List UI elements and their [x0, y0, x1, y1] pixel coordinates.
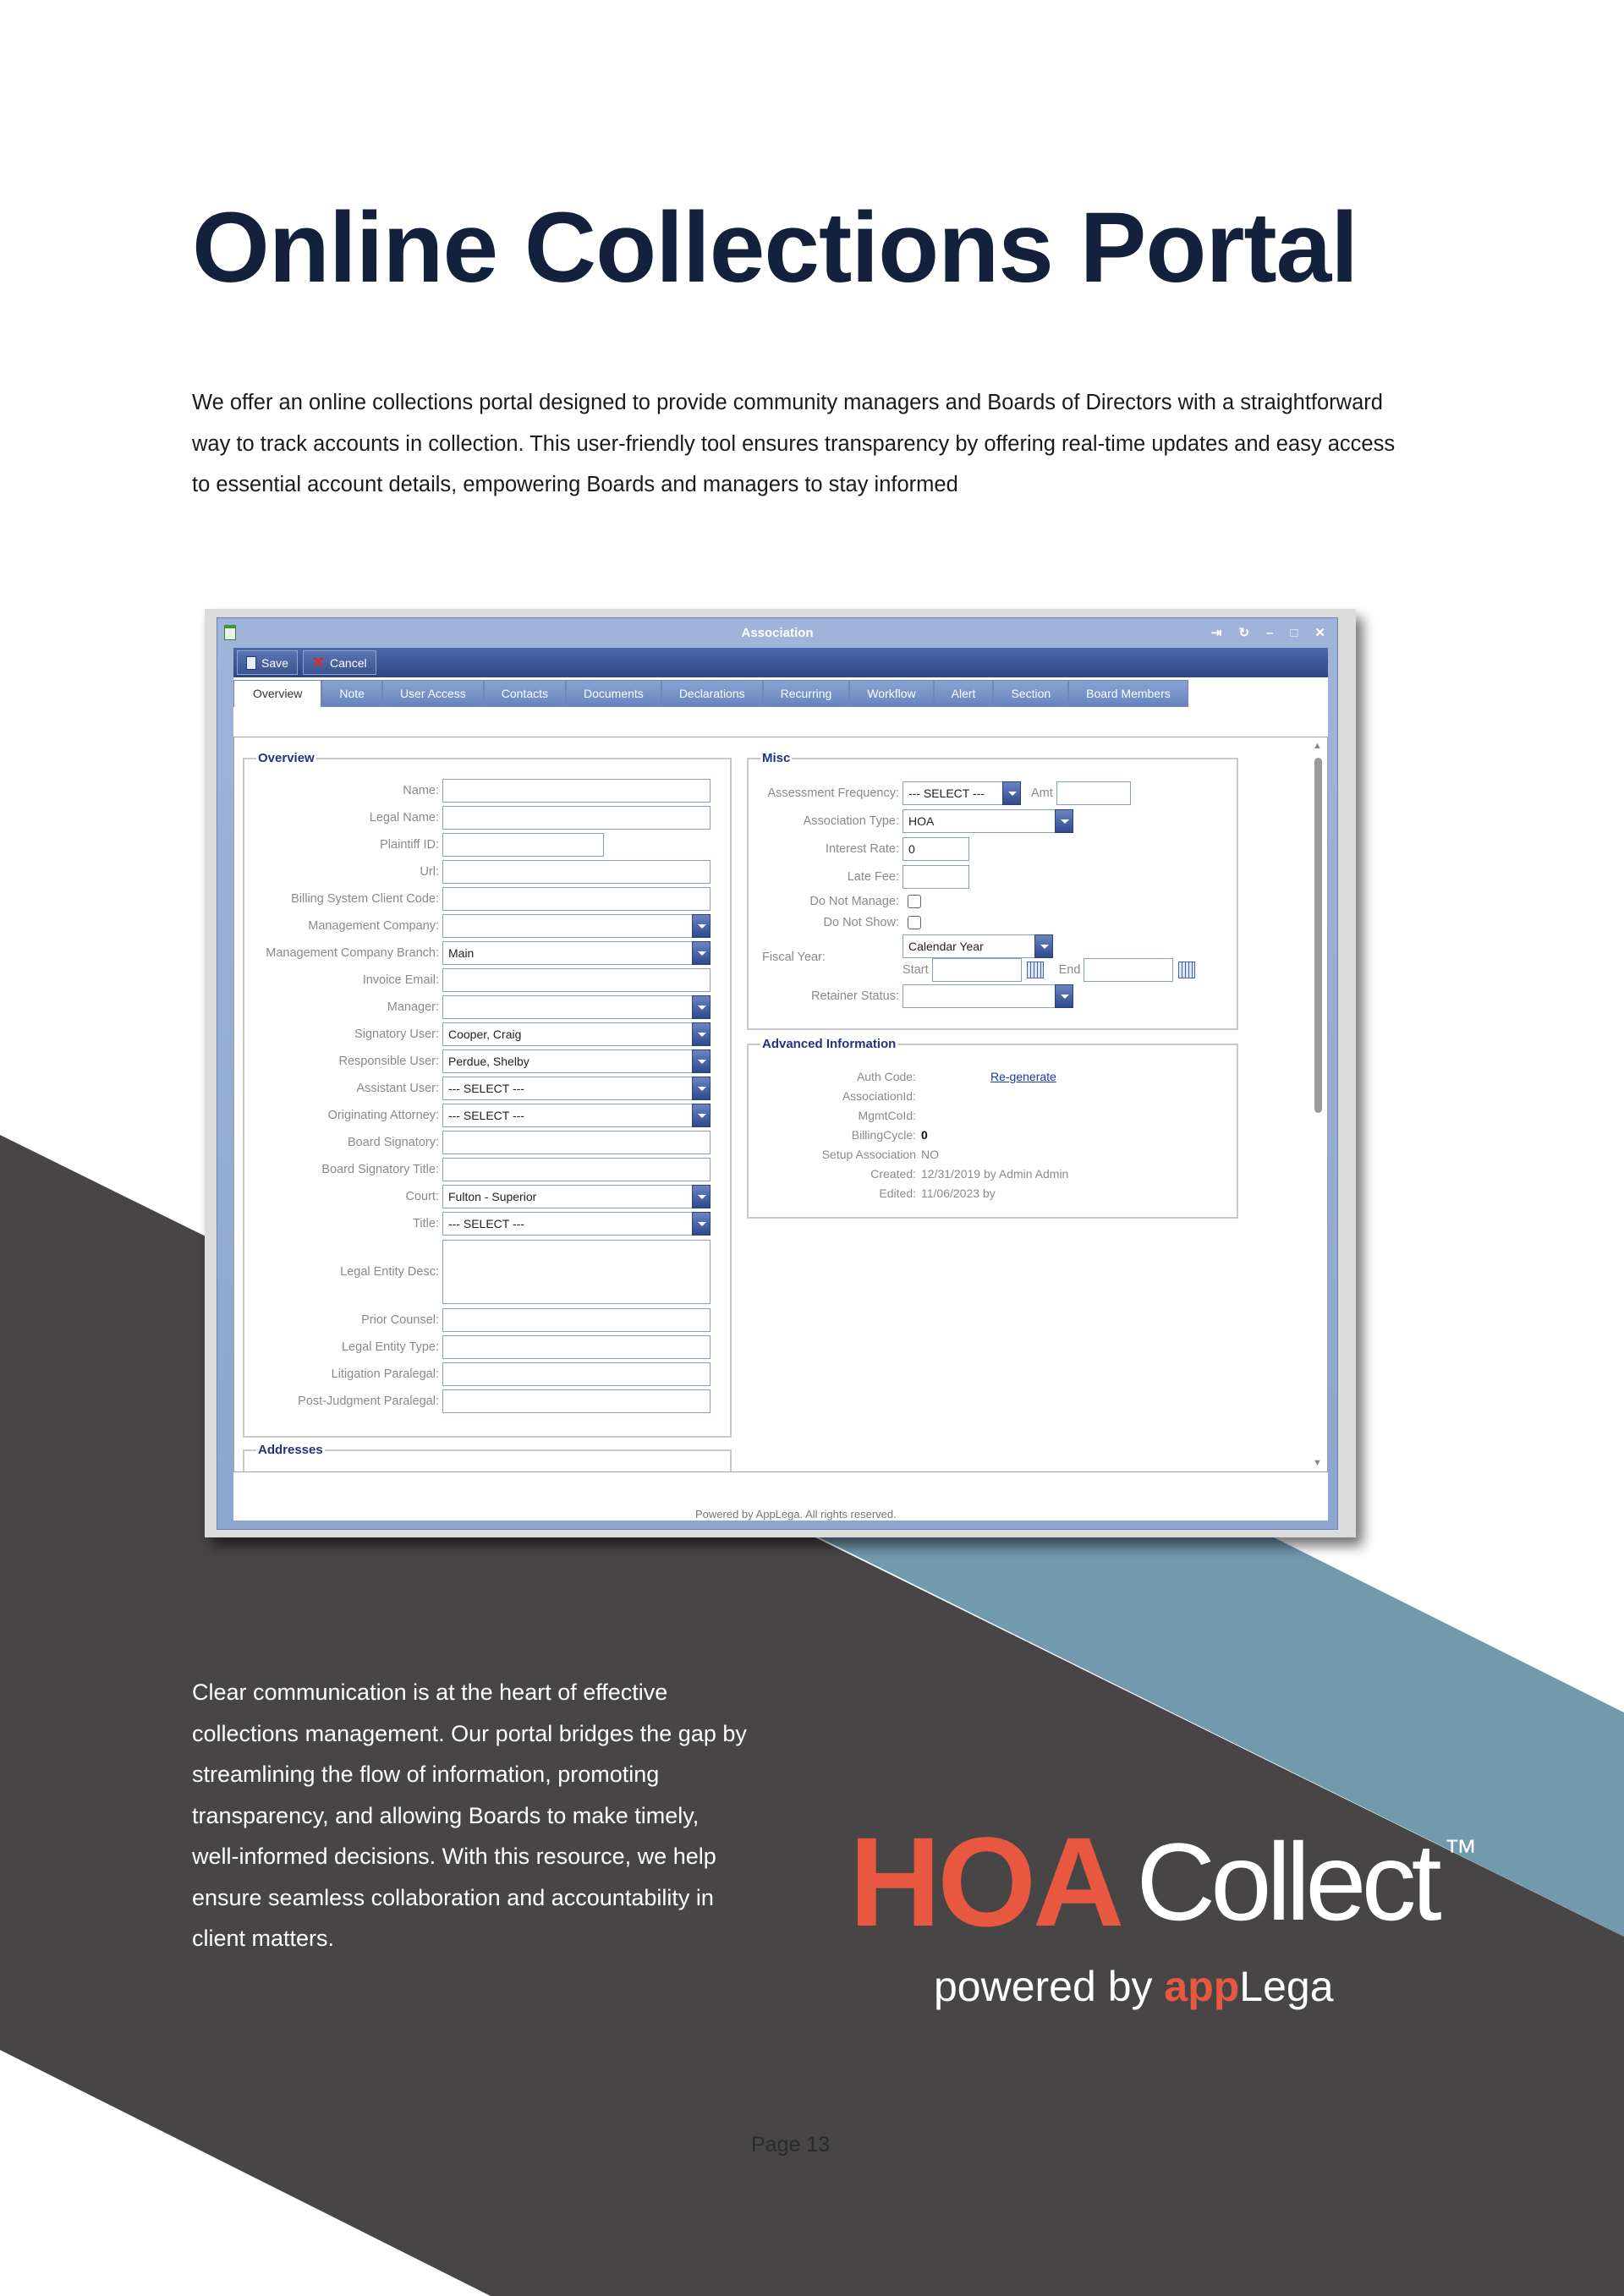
cancel-icon: ✕	[311, 654, 326, 671]
management-company-label: Management Company:	[308, 919, 439, 933]
management-company-select[interactable]	[442, 914, 710, 938]
overview-section	[243, 751, 732, 1438]
assessment-frequency-label: Assessment Frequency:	[767, 786, 899, 800]
auth-code-label: Auth Code:	[856, 1069, 916, 1083]
calendar-icon[interactable]	[1178, 962, 1195, 978]
interest-rate-label: Interest Rate:	[825, 841, 899, 856]
retainer-status-label: Retainer Status:	[811, 989, 899, 1003]
form-row	[244, 1021, 730, 1048]
powered-by-applega	[934, 1962, 1334, 2011]
association-type-label: Association Type:	[803, 814, 899, 828]
window-title: Association	[741, 626, 814, 640]
setup-association-value: NO	[921, 1147, 939, 1161]
page-number: Page 13	[751, 2133, 831, 2156]
association-type-select[interactable]	[903, 809, 1073, 833]
do-not-show-label: Do Not Show:	[823, 915, 899, 929]
originating-attorney-value: --- SELECT ---	[448, 1109, 524, 1122]
start-label: Start	[903, 963, 929, 977]
board-signatory-input[interactable]	[442, 1131, 710, 1154]
end-label: End	[1058, 963, 1081, 977]
plaintiff-id-input[interactable]	[442, 833, 604, 857]
hoacollect-logo	[849, 1810, 1478, 1954]
cancel-label: Cancel	[330, 655, 367, 670]
responsible-user-select[interactable]	[442, 1049, 710, 1073]
invoice-email-label: Invoice Email:	[362, 973, 439, 987]
legal-name-label: Legal Name:	[369, 811, 439, 825]
legal-entity-type-input[interactable]	[442, 1335, 710, 1359]
pin-icon[interactable]: ⇥	[1210, 626, 1222, 640]
title-select[interactable]	[442, 1212, 710, 1236]
misc-section	[747, 751, 1238, 1030]
invoice-email-input[interactable]	[442, 968, 710, 992]
tab-note[interactable]: Note	[321, 680, 382, 707]
close-icon[interactable]: ✕	[1314, 626, 1325, 640]
tab-workflow[interactable]: Workflow	[849, 680, 933, 707]
amt-label: Amt	[1031, 786, 1053, 800]
edited-label: Edited:	[879, 1186, 916, 1200]
form-row	[244, 1210, 730, 1237]
minimize-icon[interactable]: –	[1266, 626, 1274, 640]
chevron-down-icon	[692, 1077, 710, 1100]
tab-bar	[233, 680, 1328, 707]
originating-attorney-select[interactable]	[442, 1104, 710, 1127]
billing-cycle-label: BillingCycle:	[851, 1127, 916, 1142]
scroll-down-icon[interactable]: ▼	[1313, 1458, 1322, 1468]
chevron-down-icon	[692, 1185, 710, 1208]
page-title: Online Collections Portal	[192, 192, 1358, 304]
name-label: Name:	[403, 784, 439, 797]
created-label: Created:	[870, 1166, 916, 1181]
do-not-show-checkbox[interactable]	[908, 916, 921, 929]
post-judgment-paralegal-label: Post-Judgment Paralegal:	[298, 1395, 439, 1408]
fiscal-year-label: Fiscal Year:	[762, 951, 826, 964]
chevron-down-icon	[692, 995, 710, 1019]
logo-collect: Collect	[1136, 1820, 1437, 1943]
addresses-legend: Addresses	[258, 1443, 323, 1457]
form-row	[244, 1075, 730, 1102]
misc-legend: Misc	[762, 751, 791, 765]
portal-screenshot	[205, 609, 1356, 1537]
legal-entity-desc-label: Legal Entity Desc:	[340, 1265, 439, 1279]
fiscal-year-select[interactable]	[903, 934, 1053, 958]
tab-alert[interactable]: Alert	[934, 680, 994, 707]
form-row	[244, 804, 730, 831]
interest-rate-input[interactable]: 0	[903, 837, 969, 861]
tab-section[interactable]: Section	[993, 680, 1068, 707]
tab-documents[interactable]: Documents	[566, 680, 661, 707]
responsible-user-value: Perdue, Shelby	[448, 1055, 529, 1068]
assistant-user-label: Assistant User:	[356, 1082, 439, 1095]
retainer-status-select[interactable]	[903, 984, 1073, 1008]
assessment-frequency-select[interactable]	[903, 781, 1021, 805]
refresh-icon[interactable]: ↻	[1238, 626, 1250, 640]
form-icon	[224, 625, 236, 640]
form-content	[233, 737, 1328, 1472]
logo-hoa: HOA	[849, 1811, 1122, 1953]
management-company-branch-label: Management Company Branch:	[266, 946, 439, 960]
court-value: Fulton - Superior	[448, 1190, 537, 1203]
post-judgment-paralegal-input[interactable]	[442, 1389, 710, 1413]
form-row	[244, 1156, 730, 1183]
board-signatory-label: Board Signatory:	[347, 1136, 439, 1149]
chevron-down-icon	[692, 941, 710, 965]
cancel-button[interactable]	[303, 650, 376, 675]
scrollbar-thumb[interactable]	[1314, 758, 1322, 1113]
court-label: Court:	[405, 1190, 439, 1203]
signatory-user-select[interactable]	[442, 1022, 710, 1046]
form-row	[244, 885, 730, 912]
management-company-branch-value: Main	[448, 946, 475, 960]
chevron-down-icon	[1034, 934, 1053, 958]
chevron-down-icon	[1002, 781, 1021, 805]
logo-lega: Lega	[1239, 1963, 1334, 2010]
save-icon	[246, 656, 256, 670]
intro-paragraph: We offer an online collections portal designed to provide community managers and Boards of Directors with a straightforward way to track accounts in collection. This user-friendly tool ensures transparency by offering real-time updates and easy access to essential account details, empowering Boards and managers to stay informed	[192, 391, 1396, 496]
title-value: --- SELECT ---	[448, 1217, 524, 1230]
created-value: 12/31/2019 by Admin Admin	[921, 1166, 1069, 1181]
association-window	[217, 617, 1338, 1530]
form-row	[244, 858, 730, 885]
addresses-section	[243, 1443, 732, 1472]
form-row	[244, 912, 730, 940]
logo-app: app	[1164, 1963, 1240, 2010]
form-row	[244, 967, 730, 994]
powered-by-text: powered by	[934, 1963, 1165, 2010]
association-id-label: AssociationId:	[842, 1088, 916, 1103]
name-input[interactable]	[442, 779, 710, 803]
responsible-user-label: Responsible User:	[338, 1055, 439, 1068]
chevron-down-icon	[692, 1022, 710, 1046]
end-date-input[interactable]	[1084, 958, 1173, 982]
title-label: Title:	[413, 1217, 439, 1230]
assessment-frequency-value: --- SELECT ---	[908, 786, 985, 800]
form-row	[244, 1361, 730, 1388]
late-fee-label: Late Fee:	[847, 869, 899, 884]
advanced-legend: Advanced Information	[762, 1037, 897, 1051]
tab-overview[interactable]: Overview	[233, 680, 321, 707]
window-footer: Powered by AppLega. All rights reserved.	[695, 1508, 897, 1521]
plaintiff-id-label: Plaintiff ID:	[380, 838, 439, 852]
mgmt-co-id-label: MgmtCoId:	[858, 1108, 916, 1122]
manager-select[interactable]	[442, 995, 710, 1019]
form-row	[244, 1307, 730, 1334]
start-date-input[interactable]	[932, 958, 1022, 982]
prior-counsel-input[interactable]	[442, 1308, 710, 1332]
amt-input[interactable]	[1056, 781, 1131, 805]
edited-value: 11/06/2023 by	[921, 1186, 996, 1200]
management-company-branch-select[interactable]	[442, 941, 710, 965]
prior-counsel-label: Prior Counsel:	[361, 1313, 439, 1327]
legal-entity-type-label: Legal Entity Type:	[341, 1340, 439, 1354]
billing-cycle-value: 0	[921, 1127, 928, 1142]
association-type-value: HOA	[908, 814, 935, 828]
litigation-paralegal-input[interactable]	[442, 1362, 710, 1386]
tab-recurring[interactable]: Recurring	[763, 680, 850, 707]
legal-name-input[interactable]	[442, 806, 710, 830]
chevron-down-icon	[1055, 809, 1073, 833]
chevron-down-icon	[692, 914, 710, 938]
chevron-down-icon	[1055, 984, 1073, 1008]
billing-system-client-code-input[interactable]	[442, 887, 710, 911]
communication-paragraph: Clear communication is at the heart of effective collections management. Our portal bridges the gap by streamlining the flow of information, promoting transparency, and allowing Boards to make timely, well-informed decisions. With this resource, we help ensure seamless collaboration and accountability in client matters.	[192, 1680, 747, 1951]
court-select[interactable]	[442, 1185, 710, 1208]
form-row	[244, 1048, 730, 1075]
late-fee-input[interactable]	[903, 865, 969, 889]
scroll-up-icon[interactable]: ▲	[1313, 741, 1322, 751]
form-row	[244, 1129, 730, 1156]
window-titlebar	[217, 618, 1337, 648]
tab-contacts[interactable]: Contacts	[484, 680, 566, 707]
maximize-icon[interactable]: □	[1290, 626, 1298, 640]
save-label: Save	[261, 655, 288, 670]
form-row	[244, 1388, 730, 1415]
fiscal-year-value: Calendar Year	[908, 940, 984, 953]
board-signatory-title-input[interactable]	[442, 1158, 710, 1181]
signatory-user-label: Signatory User:	[354, 1027, 439, 1041]
chevron-down-icon	[692, 1049, 710, 1073]
originating-attorney-label: Originating Attorney:	[327, 1109, 439, 1122]
tab-board-members[interactable]: Board Members	[1068, 680, 1188, 707]
setup-association-label: Setup Association	[821, 1147, 916, 1161]
chevron-down-icon	[692, 1212, 710, 1236]
assistant-user-select[interactable]	[442, 1077, 710, 1100]
litigation-paralegal-label: Litigation Paralegal:	[331, 1367, 439, 1381]
legal-entity-desc-input[interactable]	[442, 1240, 710, 1304]
vertical-scrollbar[interactable]	[1310, 739, 1325, 1470]
form-row	[244, 1334, 730, 1361]
tab-declarations[interactable]: Declarations	[661, 680, 763, 707]
calendar-icon[interactable]	[1027, 962, 1044, 978]
form-row	[244, 831, 730, 858]
do-not-manage-label: Do Not Manage:	[809, 894, 899, 908]
overview-legend: Overview	[258, 751, 315, 765]
advanced-information-section	[747, 1037, 1238, 1219]
url-label: Url:	[420, 865, 439, 879]
form-row	[244, 1237, 730, 1307]
assistant-user-value: --- SELECT ---	[448, 1082, 524, 1095]
form-row	[244, 1183, 730, 1210]
signatory-user-value: Cooper, Craig	[448, 1027, 522, 1041]
do-not-manage-checkbox[interactable]	[908, 895, 921, 908]
billing-system-client-code-label: Billing System Client Code:	[291, 892, 439, 906]
url-input[interactable]	[442, 860, 710, 884]
form-row	[244, 777, 730, 804]
form-row	[244, 940, 730, 967]
logo-tm: ™	[1443, 1833, 1478, 1871]
form-row	[244, 1102, 730, 1129]
save-button[interactable]	[237, 650, 298, 675]
toolbar	[233, 648, 1328, 677]
board-signatory-title-label: Board Signatory Title:	[321, 1163, 439, 1176]
manager-label: Manager:	[387, 1000, 439, 1014]
tab-user-access[interactable]: User Access	[382, 680, 484, 707]
form-row	[244, 994, 730, 1021]
chevron-down-icon	[692, 1104, 710, 1127]
regenerate-link[interactable]: Re-generate	[990, 1069, 1056, 1083]
